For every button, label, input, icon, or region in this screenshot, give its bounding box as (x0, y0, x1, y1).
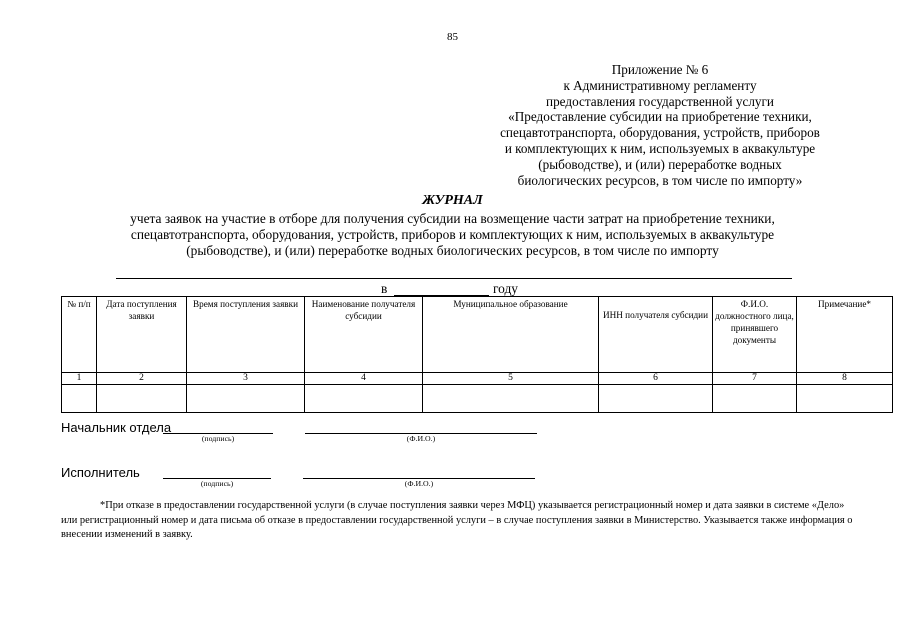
table-cell[interactable] (423, 385, 599, 413)
table-row (62, 385, 893, 413)
appendix-line: и комплектующих к ним, используемых в аквакультуре (504, 140, 816, 156)
journal-subtitle-line: (рыбоводстве), и (или) переработке водных биологических ресурсов, в том числе по импорту (186, 243, 719, 258)
appendix-line: (рыбоводстве), и (или) переработке водных (538, 156, 782, 172)
table-header-row (62, 297, 893, 373)
appendix-line: биологических ресурсов, в том числе по импорту» (517, 172, 803, 188)
table-header-cell: Ф.И.О. должностного лица, принявшего документы (713, 297, 797, 373)
column-number-cell: 6 (599, 373, 713, 385)
table-cell[interactable] (599, 385, 713, 413)
column-number-cell: 5 (423, 373, 599, 385)
journal-title: ЖУРНАЛ (422, 193, 483, 208)
column-number-cell: 1 (62, 373, 97, 385)
footnote: *При отказе в предоставлении государственной услуги (в случае поступления заявки через МФЦ) указывается регистрационный номер и дата заявки в системе «Дело» или регистрационный номер и дата письма об отказе в предоставлении государственной услуги – в случае поступления заявки в Министерство. Указывается также информация о внесении изменений в заявку. (61, 500, 853, 541)
table-cell[interactable] (713, 385, 797, 413)
appendix-line: спецавтотранспорта, оборудования, устройств, приборов (500, 125, 820, 141)
appendix-line: «Предоставление субсидии на приобретение техники, (508, 109, 812, 125)
year-suffix: году (493, 281, 518, 296)
table-header-cell: Примечание* (797, 297, 893, 373)
page-number: 85 (447, 31, 458, 43)
table-cell[interactable] (305, 385, 423, 413)
appendix-line: к Административному регламенту (563, 77, 757, 93)
journal-subtitle (40, 211, 865, 259)
table-cell[interactable] (797, 385, 893, 413)
head-of-department-label: Начальник отдела (61, 420, 172, 435)
head-signature-caption: (подпись) (201, 434, 235, 443)
appendix-line: предоставления государственной услуги (546, 93, 774, 109)
appendix-header (460, 62, 860, 188)
column-number-cell: 8 (797, 373, 893, 385)
table-header-cell: Муниципальное образование (423, 297, 599, 373)
journal-table (61, 296, 893, 413)
table-cell[interactable] (187, 385, 305, 413)
table-cell[interactable] (97, 385, 187, 413)
column-number-cell: 4 (305, 373, 423, 385)
year-row (0, 280, 905, 296)
executor-label: Исполнитель (61, 465, 140, 480)
table-header-cell: ИНН получателя субсидии (599, 297, 713, 373)
journal-subtitle-line: спецавтотранспорта, оборудования, устройств, приборов и комплектующих к ним, используемых в аквакультуре (130, 227, 775, 242)
table-number-row (62, 373, 893, 385)
appendix-line: Приложение № 6 (611, 62, 709, 77)
column-number-cell: 2 (97, 373, 187, 385)
head-name-caption: (Ф.И.О.) (406, 434, 436, 443)
table-header-cell: Наименование получателя субсидии (305, 297, 423, 373)
table-header-cell: Время поступления заявки (187, 297, 305, 373)
organization-blank-line (116, 278, 792, 279)
year-prefix: в (381, 281, 388, 296)
executor-name-caption: (Ф.И.О.) (404, 479, 434, 488)
table-cell[interactable] (62, 385, 97, 413)
table-header-cell: № п/п (62, 297, 97, 373)
column-number-cell: 7 (713, 373, 797, 385)
journal-subtitle-line: учета заявок на участие в отборе для получения субсидии на возмещение части затрат на приобретение техники, (130, 211, 775, 226)
executor-signature-caption: (подпись) (200, 479, 234, 488)
column-number-cell: 3 (187, 373, 305, 385)
table-header-cell: Дата поступления заявки (97, 297, 187, 373)
